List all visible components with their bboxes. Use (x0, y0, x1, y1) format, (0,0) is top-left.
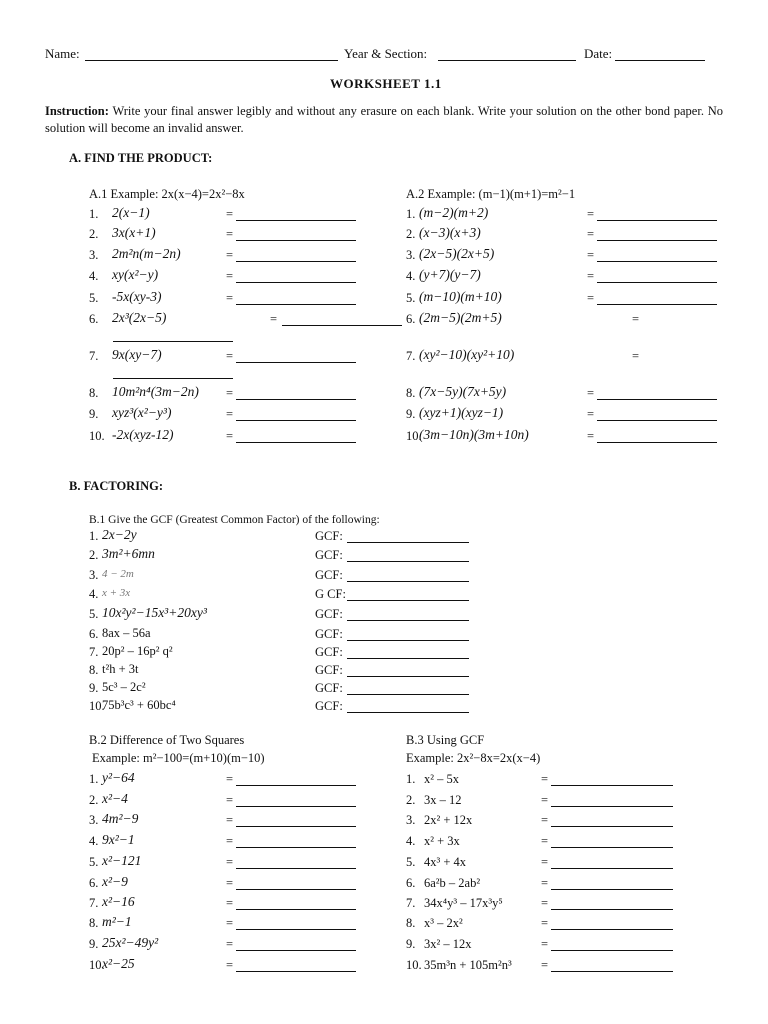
a1-answer-blank[interactable] (236, 399, 356, 400)
a1-answer-blank[interactable] (236, 442, 356, 443)
b2-answer-blank[interactable] (236, 950, 356, 951)
b3-example: Example: 2x²−8x=2x(x−4) (406, 751, 541, 765)
b1-gcf-label: GCF: (315, 627, 343, 641)
a2-equals: = (632, 312, 640, 326)
b1-item-expression: 8ax – 56a (102, 626, 151, 640)
b1-gcf-label: GCF: (315, 645, 343, 659)
a1-item-number: 9. (89, 407, 99, 421)
a2-equals: = (587, 207, 595, 221)
b2-equals: = (226, 834, 234, 848)
a2-item-number: 8. (406, 386, 416, 400)
a2-answer-blank[interactable] (597, 304, 717, 305)
a1-item-number: 2. (89, 227, 99, 241)
a1-answer-blank-extra[interactable] (113, 378, 233, 379)
b3-answer-blank[interactable] (551, 909, 673, 910)
b1-item-expression: 4 − 2m (102, 568, 134, 580)
b1-item-number: 2. (89, 548, 99, 562)
a2-item-expression: (xyz+1)(xyz−1) (419, 405, 504, 420)
a2-equals: = (632, 349, 640, 363)
b1-item-expression: 5c³ – 2c² (102, 680, 146, 694)
a1-equals: = (226, 386, 234, 400)
a1-answer-blank[interactable] (236, 304, 356, 305)
a1-item-expression: xy(x²−y) (112, 267, 159, 282)
b2-answer-blank[interactable] (236, 806, 356, 807)
a1-answer-blank[interactable] (282, 325, 402, 326)
b3-item-number: 7. (406, 896, 416, 910)
b3-item-expression: 4x³ + 4x (424, 855, 467, 869)
b1-gcf-blank[interactable] (347, 640, 469, 641)
a2-answer-blank[interactable] (597, 420, 717, 421)
b1-item-number: 9. (89, 681, 99, 695)
a2-answer-blank[interactable] (597, 399, 717, 400)
section-a-title: A. FIND THE PRODUCT: (69, 151, 213, 165)
a2-item-number: 1. (406, 207, 416, 221)
a1-equals: = (226, 429, 234, 443)
b1-item-number: 5. (89, 607, 99, 621)
a1-equals: = (226, 407, 234, 421)
b3-equals: = (541, 937, 549, 951)
worksheet-title: WORKSHEET 1.1 (330, 76, 442, 91)
b1-gcf-label: G CF: (315, 587, 346, 601)
a2-item-expression: (m−10)(m+10) (419, 289, 502, 304)
b3-answer-blank[interactable] (551, 785, 673, 786)
a1-item-expression: 9x(xy−7) (112, 347, 162, 362)
b3-equals: = (541, 916, 549, 930)
a2-answer-blank[interactable] (597, 282, 717, 283)
a1-equals: = (226, 349, 234, 363)
a1-equals: = (226, 207, 234, 221)
b1-item-expression: t²h + 3t (102, 662, 139, 676)
a1-item-expression: -2x(xyz-12) (112, 427, 174, 442)
a1-item-number: 8. (89, 386, 99, 400)
b3-item-expression: 6a²b – 2ab² (424, 876, 481, 890)
year-section-blank[interactable] (438, 60, 576, 61)
a1-item-number: 4. (89, 269, 99, 283)
b3-answer-blank[interactable] (551, 826, 673, 827)
b1-gcf-blank[interactable] (347, 600, 469, 601)
b1-item-number: 10. (89, 699, 105, 713)
a2-answer-blank[interactable] (597, 220, 717, 221)
b2-item-number: 2. (89, 793, 99, 807)
a2-equals: = (587, 386, 595, 400)
a1-item-expression: 2x³(2x−5) (112, 310, 167, 325)
b2-equals: = (226, 813, 234, 827)
b2-item-expression: 9x²−1 (102, 832, 135, 847)
b3-answer-blank[interactable] (551, 971, 673, 972)
a2-answer-blank[interactable] (597, 240, 717, 241)
a1-item-expression: 2(x−1) (112, 205, 150, 220)
a1-equals: = (226, 227, 234, 241)
b3-equals: = (541, 772, 549, 786)
a2-equals: = (587, 407, 595, 421)
b1-gcf-blank[interactable] (347, 712, 469, 713)
b2-item-number: 10. (89, 958, 105, 972)
date-blank[interactable] (615, 60, 705, 61)
b3-title: B.3 Using GCF (406, 733, 485, 747)
a1-equals: = (226, 248, 234, 262)
b2-equals: = (226, 876, 234, 890)
a1-item-number: 1. (89, 207, 99, 221)
b1-gcf-label: GCF: (315, 568, 343, 582)
instruction-paragraph (45, 103, 723, 137)
b1-gcf-label: GCF: (315, 699, 343, 713)
b1-item-number: 3. (89, 568, 99, 582)
b1-item-expression: 20p² – 16p² q² (102, 644, 173, 658)
a2-item-number: 9. (406, 407, 416, 421)
name-blank[interactable] (85, 60, 338, 61)
a1-answer-blank[interactable] (236, 220, 356, 221)
b2-equals: = (226, 772, 234, 786)
a1-answer-blank[interactable] (236, 261, 356, 262)
b3-item-number: 1. (406, 772, 416, 786)
b3-equals: = (541, 855, 549, 869)
b3-answer-blank[interactable] (551, 847, 673, 848)
b3-equals: = (541, 834, 549, 848)
b1-gcf-blank[interactable] (347, 581, 469, 582)
b2-item-expression: x²−16 (102, 894, 135, 909)
b2-item-number: 9. (89, 937, 99, 951)
b3-equals: = (541, 813, 549, 827)
b2-answer-blank[interactable] (236, 847, 356, 848)
a1-item-expression: xyz³(x²−y³) (112, 405, 172, 420)
a2-item-expression: (7x−5y)(7x+5y) (419, 384, 507, 399)
b1-gcf-blank[interactable] (347, 561, 469, 562)
b2-item-expression: m²−1 (102, 914, 132, 929)
b2-answer-blank[interactable] (236, 929, 356, 930)
a2-item-number: 3. (406, 248, 416, 262)
a1-answer-blank-extra[interactable] (113, 341, 233, 342)
b2-example: Example: m²−100=(m+10)(m−10) (92, 751, 265, 765)
b3-item-expression: 2x² + 12x (424, 813, 473, 827)
b2-equals: = (226, 793, 234, 807)
a2-equals: = (587, 269, 595, 283)
b2-item-expression: x²−25 (102, 956, 135, 971)
b3-item-expression: 3x – 12 (424, 793, 462, 807)
b1-gcf-label: GCF: (315, 681, 343, 695)
b2-item-expression: 4m²−9 (102, 811, 139, 826)
b3-item-expression: x³ – 2x² (424, 916, 463, 930)
b3-equals: = (541, 896, 549, 910)
b1-gcf-label: GCF: (315, 548, 343, 562)
b3-item-number: 9. (406, 937, 416, 951)
b3-item-expression: 3x² – 12x (424, 937, 472, 951)
a1-answer-blank[interactable] (236, 420, 356, 421)
b3-item-expression: x² – 5x (424, 772, 459, 786)
a2-equals: = (587, 248, 595, 262)
a2-item-number: 5. (406, 291, 416, 305)
b1-gcf-blank[interactable] (347, 542, 469, 543)
a1-answer-blank[interactable] (236, 282, 356, 283)
a1-item-expression: 3x(x+1) (112, 225, 156, 240)
b1-title: B.1 Give the GCF (Greatest Common Factor) of the following: (89, 514, 380, 526)
a1-item-expression: 2m²n(m−2n) (112, 246, 181, 261)
b2-equals: = (226, 937, 234, 951)
a2-item-expression: (2x−5)(2x+5) (419, 246, 495, 261)
b1-gcf-blank[interactable] (347, 658, 469, 659)
date-label: Date: (584, 46, 613, 61)
b2-item-expression: y²−64 (102, 770, 135, 785)
b1-gcf-blank[interactable] (347, 676, 469, 677)
b1-item-number: 7. (89, 645, 99, 659)
b2-answer-blank[interactable] (236, 868, 356, 869)
b3-equals: = (541, 958, 549, 972)
b1-item-expression: 10x²y²−15x³+20xy³ (102, 605, 207, 620)
b3-equals: = (541, 793, 549, 807)
b1-item-number: 1. (89, 529, 99, 543)
a1-item-number: 3. (89, 248, 99, 262)
b2-item-expression: x²−121 (102, 853, 142, 868)
b1-gcf-blank[interactable] (347, 620, 469, 621)
a2-item-expression: (xy²−10)(xy²+10) (419, 347, 515, 362)
a2-item-expression: (2m−5)(2m+5) (419, 310, 502, 325)
b1-gcf-label: GCF: (315, 663, 343, 677)
instruction-label: Instruction: (45, 104, 109, 118)
b3-item-number: 10. (406, 958, 422, 972)
b3-answer-blank[interactable] (551, 889, 673, 890)
a2-item-number: 4. (406, 269, 416, 283)
b3-answer-blank[interactable] (551, 806, 673, 807)
a2-item-number: 2. (406, 227, 416, 241)
a2-equals: = (587, 227, 595, 241)
b1-item-expression: 2x−2y (102, 527, 137, 542)
b1-item-number: 4. (89, 587, 99, 601)
b2-equals: = (226, 916, 234, 930)
b2-item-number: 7. (89, 896, 99, 910)
a1-item-number: 10. (89, 429, 105, 443)
a1-item-number: 7. (89, 349, 99, 363)
a2-answer-blank[interactable] (597, 261, 717, 262)
a1-answer-blank[interactable] (236, 240, 356, 241)
b1-item-expression: x + 3x (102, 587, 131, 599)
b1-gcf-blank[interactable] (347, 694, 469, 695)
a2-equals: = (587, 429, 595, 443)
a1-item-number: 5. (89, 291, 99, 305)
b2-item-number: 8. (89, 916, 99, 930)
b1-item-expression: 75b³c³ + 60bc⁴ (102, 698, 176, 712)
b1-item-number: 6. (89, 627, 99, 641)
b3-answer-blank[interactable] (551, 929, 673, 930)
b3-item-number: 6. (406, 876, 416, 890)
b2-item-expression: 25x²−49y² (102, 935, 159, 950)
b2-equals: = (226, 855, 234, 869)
b2-item-number: 1. (89, 772, 99, 786)
a1-item-expression: 10m²n⁴(3m−2n) (112, 384, 199, 399)
b1-item-number: 8. (89, 663, 99, 677)
b3-item-number: 2. (406, 793, 416, 807)
a1-equals: = (270, 312, 278, 326)
a1-example: A.1 Example: 2x(x−4)=2x²−8x (89, 187, 245, 201)
a1-item-expression: -5x(xy-3) (112, 289, 162, 304)
a2-item-number: 6. (406, 312, 416, 326)
a2-item-expression: (x−3)(x+3) (419, 225, 481, 240)
b3-item-expression: x² + 3x (424, 834, 460, 848)
b3-item-number: 4. (406, 834, 416, 848)
b1-item-expression: 3m²+6mn (102, 546, 155, 561)
b1-gcf-label: GCF: (315, 529, 343, 543)
b2-item-number: 6. (89, 876, 99, 890)
a1-item-number: 6. (89, 312, 99, 326)
a2-example: A.2 Example: (m−1)(m+1)=m²−1 (406, 187, 576, 201)
b2-answer-blank[interactable] (236, 971, 356, 972)
b2-answer-blank[interactable] (236, 889, 356, 890)
section-b-title: B. FACTORING: (69, 479, 163, 493)
b3-item-number: 3. (406, 813, 416, 827)
b2-item-expression: x²−4 (102, 791, 128, 806)
a1-answer-blank[interactable] (236, 362, 356, 363)
b2-item-number: 5. (89, 855, 99, 869)
b3-answer-blank[interactable] (551, 868, 673, 869)
a1-equals: = (226, 291, 234, 305)
b3-item-expression: 34x⁴y³ – 17x³y⁵ (424, 896, 503, 910)
instruction-text: Write your final answer legibly and without any erasure on each blank. Write your solution on the other bond paper. No solution will become an invalid answer. (45, 104, 723, 135)
b2-answer-blank[interactable] (236, 826, 356, 827)
b2-answer-blank[interactable] (236, 909, 356, 910)
year-section-label: Year & Section: (344, 46, 428, 61)
b2-answer-blank[interactable] (236, 785, 356, 786)
b2-equals: = (226, 958, 234, 972)
a2-item-expression: (y+7)(y−7) (419, 267, 481, 282)
b2-equals: = (226, 896, 234, 910)
b2-title: B.2 Difference of Two Squares (89, 733, 245, 747)
b3-item-number: 8. (406, 916, 416, 930)
b3-answer-blank[interactable] (551, 950, 673, 951)
b3-equals: = (541, 876, 549, 890)
b2-item-number: 4. (89, 834, 99, 848)
b3-item-expression: 35m³n + 105m²n³ (424, 958, 512, 972)
name-label: Name: (45, 46, 80, 61)
b2-item-expression: x²−9 (102, 874, 128, 889)
a2-item-number: 7. (406, 349, 416, 363)
a1-equals: = (226, 269, 234, 283)
a2-item-number: 10. (406, 429, 422, 443)
a2-item-expression: (3m−10n)(3m+10n) (419, 427, 529, 442)
b1-gcf-label: GCF: (315, 607, 343, 621)
b2-item-number: 3. (89, 813, 99, 827)
b3-item-number: 5. (406, 855, 416, 869)
a2-equals: = (587, 291, 595, 305)
a2-item-expression: (m−2)(m+2) (419, 205, 489, 220)
a2-answer-blank[interactable] (597, 442, 717, 443)
